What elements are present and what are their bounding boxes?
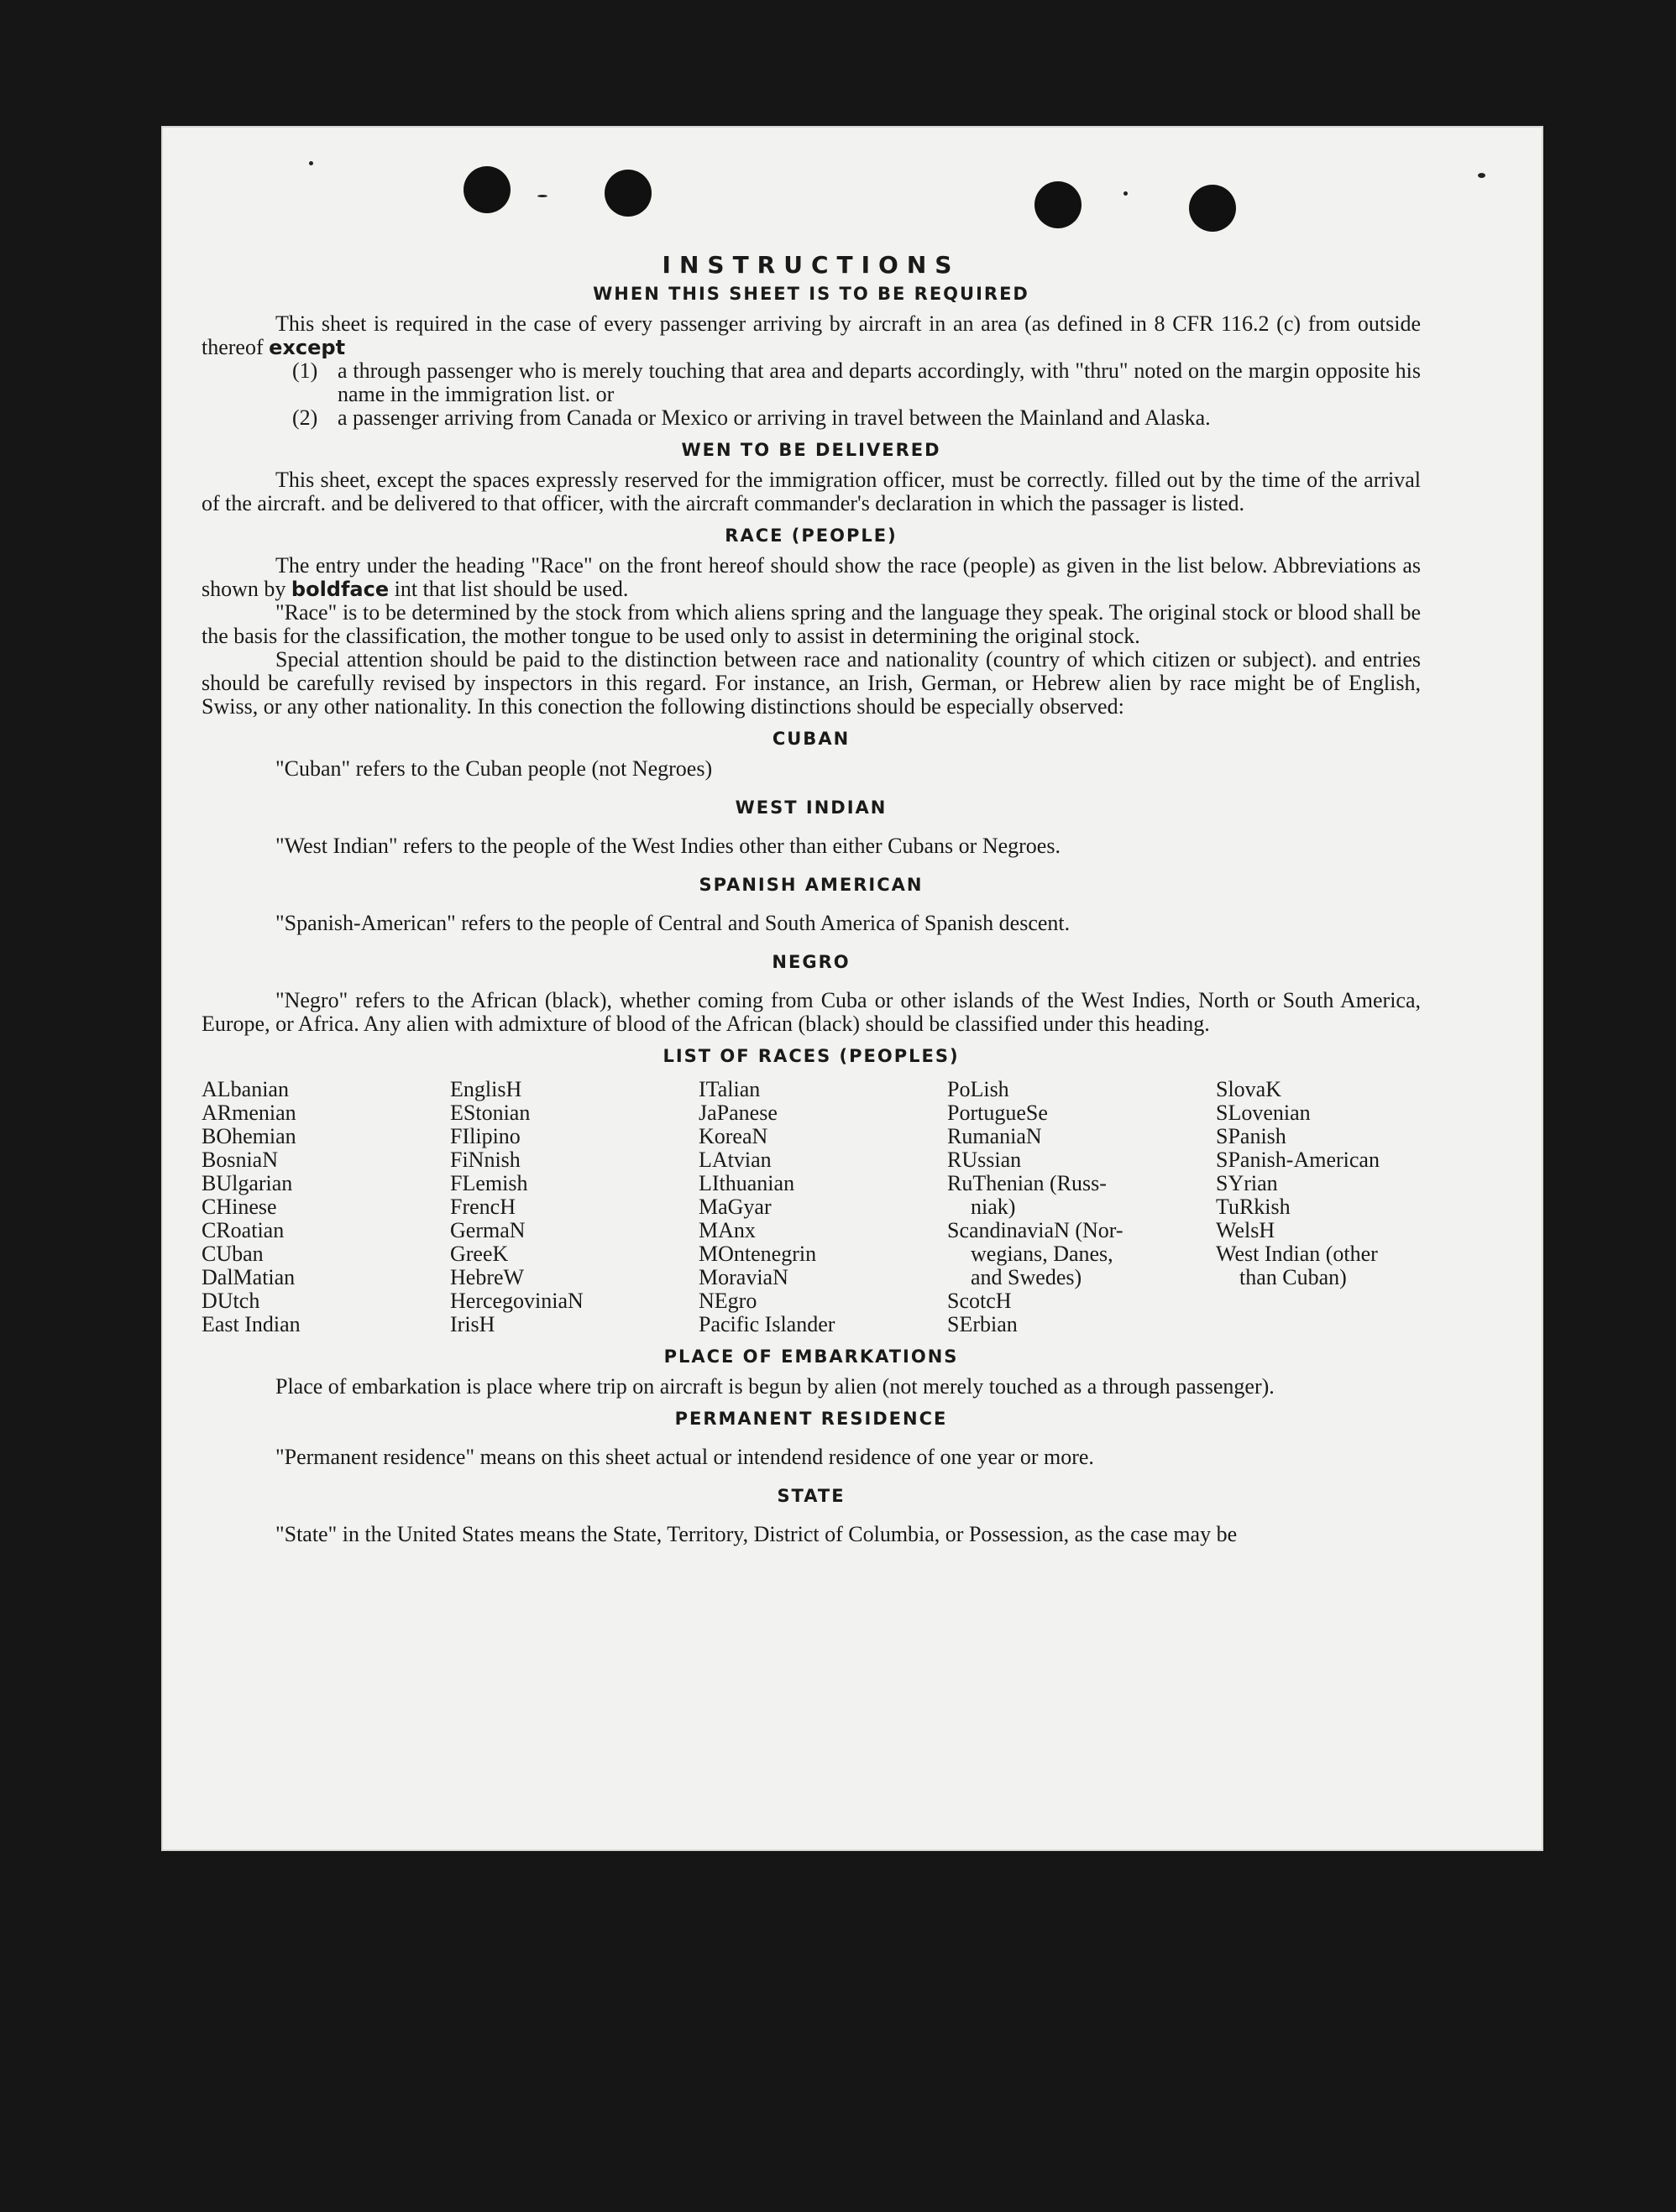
race-entry: wegians, Danes,	[971, 1242, 1113, 1266]
list-item-text: a passenger arriving from Canada or Mexico or arriving in travel between the Mainland and Alaska.	[338, 405, 1211, 430]
race-entry: than Cuban)	[1239, 1265, 1347, 1289]
race-entry: PortugueSe	[947, 1101, 1048, 1125]
race-entry: IrisH	[450, 1312, 495, 1336]
race-entry: ITalian	[699, 1077, 761, 1101]
race-entry: EStonian	[450, 1101, 531, 1125]
section-heading-negro: NEGRO	[772, 952, 851, 972]
list-item-number: (1)	[292, 358, 318, 383]
spanish-american-text: "Spanish-American" refers to the people of Central and South America of Spanish descent.	[275, 911, 1071, 935]
races-column	[450, 1078, 699, 1336]
race-entry: GermaN	[450, 1218, 526, 1242]
race-entry: RUssian	[947, 1148, 1022, 1172]
race-entry: MOntenegrin	[699, 1242, 817, 1266]
document-sheet	[161, 126, 1543, 1851]
when-required-intro-text: This sheet is required in the case of every passenger arriving by aircraft in an area (as defined in 8 CFR 116.2 (c) from outside thereof	[202, 311, 1421, 359]
races-column	[947, 1078, 1216, 1336]
list-item	[292, 406, 1421, 430]
race-paragraph-1	[202, 554, 1421, 601]
permanent-residence-text: "Permanent residence" means on this sheet actual or intendend residence of one year or more.	[275, 1445, 1094, 1469]
boldface-keyword: boldface	[291, 578, 390, 601]
race-entry: Pacific Islander	[699, 1312, 835, 1336]
race-entry: FrencH	[450, 1195, 516, 1219]
race-entry: HercegoviniaN	[450, 1289, 584, 1313]
race-entry: SPanish-American	[1216, 1148, 1380, 1172]
race-entry: ScotcH	[947, 1289, 1012, 1313]
race-entry: RuThenian (Russ-	[947, 1171, 1107, 1195]
section-heading-place-of-embarkation: PLACE OF EMBARKATIONS	[663, 1347, 959, 1367]
race-entry: TuRkish	[1216, 1195, 1291, 1219]
race-entry: FLemish	[450, 1171, 528, 1195]
race-entry: and Swedes)	[971, 1265, 1082, 1289]
section-heading-state: STATE	[777, 1486, 846, 1506]
race-p1-before: The entry under the heading "Race" on the front hereof should show the race (people) as given in the list below. Abbreviations as shown by	[202, 553, 1421, 601]
race-entry: niak)	[971, 1195, 1016, 1219]
race-entry: BosniaN	[202, 1148, 278, 1172]
race-entry: SYrian	[1216, 1171, 1278, 1195]
section-heading-cuban: CUBAN	[772, 729, 851, 749]
dust-speck	[1478, 173, 1485, 178]
race-entry: SErbian	[947, 1312, 1018, 1336]
race-entry: LIthuanian	[699, 1171, 795, 1195]
list-item-number: (2)	[292, 405, 318, 430]
punch-hole	[464, 166, 511, 213]
race-entry: FIlipino	[450, 1124, 521, 1148]
races-column	[1216, 1078, 1421, 1336]
negro-text: "Negro" refers to the African (black), whether coming from Cuba or other islands of the West Indies, North or South America, Europe, or Africa. Any alien with admixture of blood of the African (black) should be classified under this heading.	[202, 988, 1421, 1036]
race-entry: ALbanian	[202, 1077, 289, 1101]
race-entry: BOhemian	[202, 1124, 296, 1148]
dust-speck	[1123, 191, 1128, 196]
race-entry: HebreW	[450, 1265, 525, 1289]
race-entry: CUban	[202, 1242, 264, 1266]
race-entry: ScandinaviaN (Nor-	[947, 1218, 1123, 1242]
race-entry: JaPanese	[699, 1101, 778, 1125]
race-entry: DalMatian	[202, 1265, 296, 1289]
dust-speck	[309, 161, 313, 165]
races-column	[202, 1078, 450, 1336]
race-entry: BUlgarian	[202, 1171, 293, 1195]
punch-hole	[1189, 185, 1236, 232]
race-entry: MaGyar	[699, 1195, 772, 1219]
section-heading-spanish-american: SPANISH AMERICAN	[699, 875, 924, 895]
race-entry: RumaniaN	[947, 1124, 1042, 1148]
race-entry: CHinese	[202, 1195, 277, 1219]
race-entry: FiNnish	[450, 1148, 521, 1172]
race-entry: East Indian	[202, 1312, 301, 1336]
section-heading-when-delivered: WEN TO BE DELIVERED	[681, 440, 941, 460]
west-indian-text: "West Indian" refers to the people of the West Indies other than either Cubans or Negroes.	[275, 834, 1061, 858]
place-of-embarkation-text: Place of embarkation is place where trip on aircraft is begun by alien (not merely touched as a through passenger).	[275, 1374, 1275, 1399]
race-entry: SlovaK	[1216, 1077, 1281, 1101]
dust-speck	[537, 195, 547, 197]
section-heading-west-indian: WEST INDIAN	[735, 797, 888, 818]
races-column	[699, 1078, 947, 1336]
race-entry: PoLish	[947, 1077, 1009, 1101]
race-entry: NEgro	[699, 1289, 757, 1313]
race-entry: MAnx	[699, 1218, 756, 1242]
section-heading-race: RACE (PEOPLE)	[725, 526, 898, 546]
section-heading-permanent-residence: PERMANENT RESIDENCE	[674, 1409, 948, 1429]
state-text: "State" in the United States means the State, Territory, District of Columbia, or Possession, as the case may be	[275, 1522, 1238, 1546]
race-entry: EnglisH	[450, 1077, 522, 1101]
race-entry: DUtch	[202, 1289, 260, 1313]
race-entry: GreeK	[450, 1242, 509, 1266]
race-p1-after: int that list should be used.	[394, 577, 629, 601]
except-keyword: except	[269, 336, 346, 359]
list-item	[292, 359, 1421, 406]
race-entry: West Indian (other	[1216, 1242, 1378, 1266]
race-entry: WelsH	[1216, 1218, 1275, 1242]
when-delivered-text: This sheet, except the spaces expressly reserved for the immigration officer, must be correctly. filled out by the time of the arrival of the aircraft. and be delivered to that officer, with the aircraft commander's declaration in which the passager is listed.	[202, 468, 1421, 515]
race-paragraph-2: "Race" is to be determined by the stock from which aliens spring and the language they speak. The original stock or blood shall be the basis for the classification, the mother tongue to be used only to assist in determining the original stock.	[202, 600, 1421, 648]
cuban-text: "Cuban" refers to the Cuban people (not Negroes)	[275, 756, 713, 781]
race-entry: KoreaN	[699, 1124, 768, 1148]
page-title: INSTRUCTIONS	[662, 251, 961, 279]
race-entry: SLovenian	[1216, 1101, 1311, 1125]
list-item-text: a through passenger who is merely touching that area and departs accordingly, with "thru" noted on the margin opposite his name in the immigration list. or	[338, 358, 1421, 406]
when-required-intro	[202, 312, 1421, 359]
race-entry: ARmenian	[202, 1101, 296, 1125]
race-paragraph-3: Special attention should be paid to the distinction between race and nationality (country of which citizen or subject). and entries should be carefully revised by inspectors in this regard. For instance, an Irish, German, or Hebrew alien by race might be of English, Swiss, or any other nationality. In this conection the following distinctions should be especially observed:	[202, 647, 1421, 719]
punch-hole	[605, 170, 652, 217]
races-list	[202, 1078, 1421, 1336]
race-entry: MoraviaN	[699, 1265, 788, 1289]
race-entry: CRoatian	[202, 1218, 285, 1242]
section-heading-when-required: WHEN THIS SHEET IS TO BE REQUIRED	[593, 284, 1029, 304]
section-heading-list-of-races: LIST OF RACES (PEOPLES)	[663, 1046, 960, 1066]
race-entry: SPanish	[1216, 1124, 1286, 1148]
instructions-body	[202, 251, 1421, 1546]
punch-hole	[1034, 181, 1082, 228]
race-entry: LAtvian	[699, 1148, 772, 1172]
